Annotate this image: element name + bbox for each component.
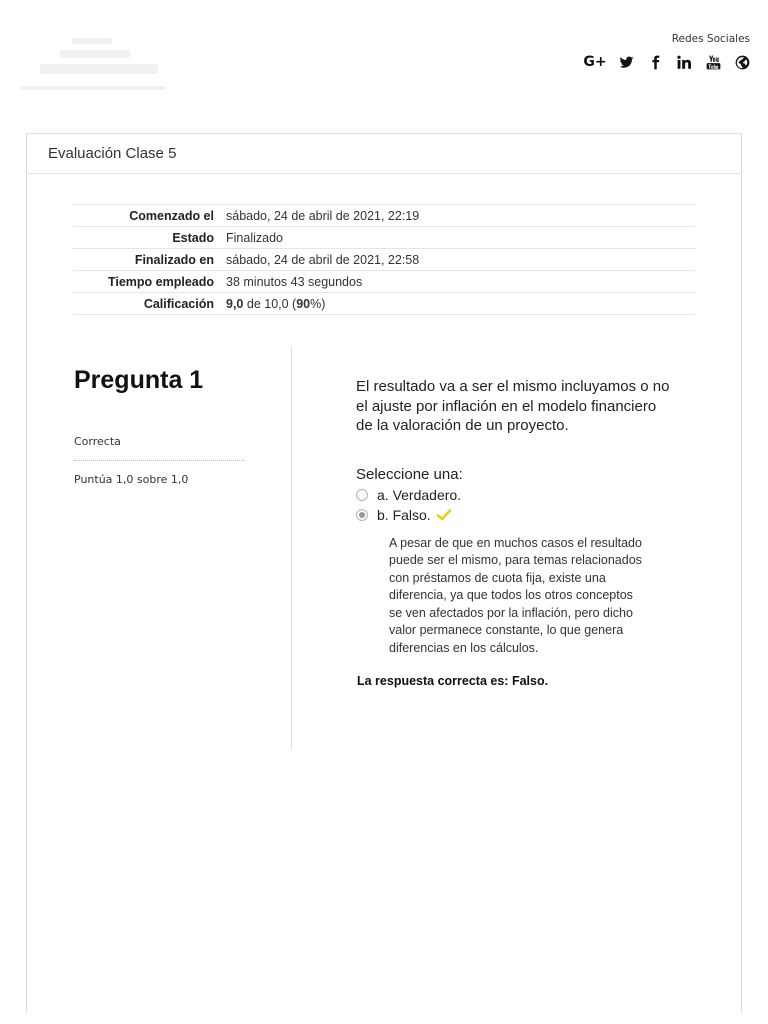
summary-label: Tiempo empleado (107, 274, 214, 289)
table-row (73, 205, 695, 227)
summary-value (224, 293, 695, 315)
question-divider (291, 346, 292, 750)
facebook-icon[interactable] (648, 54, 663, 70)
summary-label: Calificación (143, 296, 214, 311)
attempt-summary-table (73, 204, 695, 315)
table-row (73, 293, 695, 315)
table-row (73, 249, 695, 271)
table-row (73, 227, 695, 249)
social-links (585, 33, 750, 70)
logo-mark (72, 38, 112, 44)
grade-max: de 10,0 ( (243, 296, 297, 311)
table-row (73, 271, 695, 293)
linkedin-icon[interactable] (677, 54, 692, 70)
logo-mark (20, 86, 166, 90)
quiz-review-card (26, 133, 742, 1013)
summary-label: Estado (172, 230, 214, 245)
answer-feedback: A pesar de que en muchos casos el resultado puede ser el mismo, para temas relacionados con préstamos de cuota fija, existe una diferencia, ya que todos los otros conceptos se ven afectados por la inflación, pero dicho valor permanece constante, lo que genera diferencias en los cálculos. (389, 535, 642, 655)
summary-value: sábado, 24 de abril de 2021, 22:19 (226, 208, 420, 223)
grade-value: 9,0 (226, 296, 244, 311)
page-title: Evaluación Clase 5 (48, 145, 177, 162)
radio-button[interactable] (356, 489, 368, 501)
question-info (74, 366, 244, 486)
card-header (27, 134, 741, 174)
twitter-icon[interactable] (619, 54, 634, 70)
question-grade: Puntúa 1,0 sobre 1,0 (74, 473, 189, 486)
globe-icon[interactable] (735, 54, 750, 70)
question-state: Correcta (74, 435, 244, 461)
question-content (356, 377, 676, 688)
logo-mark (40, 64, 158, 74)
summary-label: Comenzado el (129, 208, 214, 223)
social-icon-row (585, 54, 750, 70)
question-text: El resultado va a ser el mismo incluyamos o no el ajuste por inflación en el modelo financiero de la valoración de un proyecto. (356, 378, 670, 434)
answer-option-label: b. Falso. (377, 506, 431, 523)
radio-button-selected[interactable] (356, 509, 368, 521)
social-title: Redes Sociales (671, 33, 750, 45)
answer-option-label: a. Verdadero. (377, 486, 462, 503)
summary-value: sábado, 24 de abril de 2021, 22:58 (226, 252, 420, 267)
summary-value: 38 minutos 43 segundos (226, 274, 363, 289)
summary-value: Finalizado (226, 230, 283, 245)
question-title: Pregunta 1 (74, 366, 204, 394)
checkmark-icon (437, 509, 451, 521)
logo-mark (60, 50, 130, 58)
answer-option-b[interactable] (356, 507, 676, 523)
answer-prompt: Seleccione una: (356, 465, 463, 483)
grade-percent: 90 (296, 296, 311, 311)
site-logo[interactable] (20, 30, 166, 96)
grade-percent-suffix: %) (310, 296, 326, 311)
summary-label: Finalizado en (134, 252, 214, 267)
answer-option-a[interactable] (356, 487, 676, 503)
youtube-icon[interactable] (706, 54, 721, 70)
google-plus-icon[interactable]: G+ (583, 54, 607, 70)
correct-answer: La respuesta correcta es: Falso. (357, 674, 549, 688)
